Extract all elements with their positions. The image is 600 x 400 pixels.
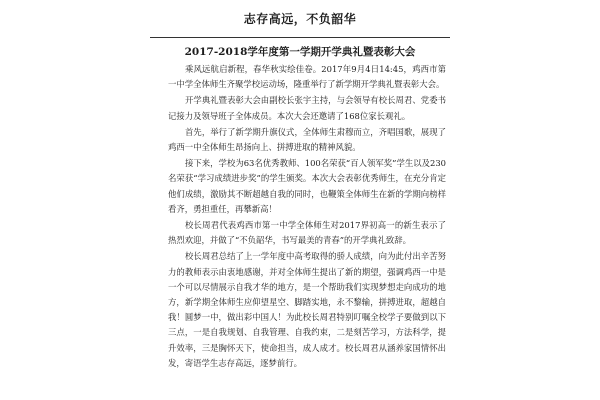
paragraph-intro: 乘风远航启新程，春华秋实绘佳卷。2017年9月4日14:45，鸡西市第一中学全体师生齐聚学校运动场，隆重举行了新学期开学典礼暨表彰大会。 (168, 64, 446, 90)
article-body (168, 62, 446, 372)
paragraph-host: 开学典礼暨表彰大会由副校长张宇主持，与会领导有校长周君、党委书记接力及领导班子全体成员。本次大会还邀请了168位家长观礼。 (168, 95, 446, 121)
article-title: 2017-2018学年度第一学期开学典礼暨表彰大会 (184, 46, 416, 58)
paragraph-awards: 接下来，学校为63名优秀教师、100名荣获“百人领军奖”学生以及230名荣获“学习成绩进步奖”的学生颁奖。本次大会表彰优秀师生，在充分肯定他们成绩，激励其不断超越自我的同时，也鞭策全体师生在新的学期向榜样看齐，勇担重任，再攀新高！ (168, 158, 446, 214)
header-divider (150, 37, 450, 38)
paragraph-speech: 校长周君总结了上一学年度中高考取得的骄人成绩，向为此付出辛苦努力的教师表示由衷地感谢，并对全体师生提出了新的期望，强调鸡西一中是一个可以尽情展示自我才华的地方，是一个帮助我们实现梦想走向成功的地方，新学期全体师生应仰望星空、脚踏实地，永不黎输，拼搏进取，超越自我！圆梦一中，做出彩中国人！为此校长周君特别叮嘱全校学子要做到以下三点，一是自我规划、自我管理、自我约束，二是刻苦学习，方法科学，提升效率，三是胸怀天下，使命担当，成人成才。校长周君从涵养家国情怀出发，寄语学生志存高远，逐梦前行。 (168, 251, 446, 368)
paragraph-flag-ceremony: 首先，举行了新学期升旗仪式，全体师生肃穆而立，齐唱国歌，展现了鸡西一中全体师生昂扬向上、拼搏进取的精神风貌。 (168, 126, 446, 153)
paragraph-welcome: 校长周君代表鸡西市第一中学全体师生对2017界初高一的新生表示了热烈欢迎，并做了“不负韶华，书写最美的青春”的开学典礼致辞。 (168, 220, 446, 246)
header-title: 志存高远，不负韶华 (243, 12, 357, 26)
